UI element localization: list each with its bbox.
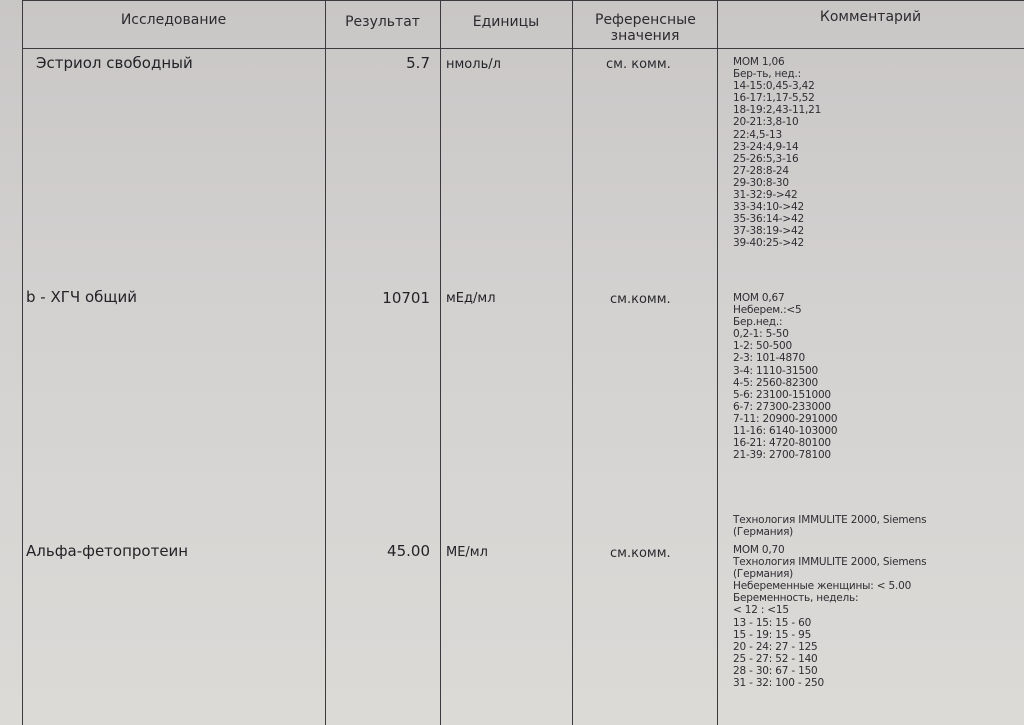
test-comment-note: Технология IMMULITE 2000, Siemens (Германия): [733, 514, 927, 539]
column-divider: [325, 0, 326, 725]
header-test: Исследование: [120, 12, 227, 28]
header-reference: Референсные значения: [595, 12, 696, 44]
column-divider: [572, 0, 573, 725]
test-reference: см.комм.: [610, 292, 671, 307]
column-divider: [440, 0, 441, 725]
test-comment: МОМ 0,67 Неберем.:<5 Бер.нед.: 0,2-1: 5-50 1-2: 50-500 2-3: 101-4870 3-4: 1110-31500 4-5: 2560-82300 5-6: 23100-151000 6-7: 27300-233000 7-11: 20900-291000 11-16: 6140-103000 16-21: 4720-80100 21-39: 2700-78100: [733, 292, 838, 462]
table-border-left: [22, 0, 23, 725]
test-units: мЕд/мл: [446, 291, 496, 306]
test-reference: см. комм.: [606, 57, 671, 72]
test-result: 10701: [382, 289, 430, 307]
header-divider: [22, 48, 1024, 49]
test-comment: МОМ 1,06 Бер-ть, нед.: 14-15:0,45-3,42 16-17:1,17-5,52 18-19:2,43-11,21 20-21:3,8-10 22:4,5-13 23-24:4,9-14 25-26:5,3-16 27-28:8-24 29-30:8-30 31-32:9->42 33-34:10->42 35-36:14->42 37-38:19->42 39-40:25->42: [733, 56, 822, 250]
test-reference: см.комм.: [610, 546, 671, 561]
column-divider: [717, 0, 718, 725]
test-units: МЕ/мл: [446, 545, 488, 560]
header-units: Единицы: [472, 14, 540, 30]
test-name: Альфа-фетопротеин: [26, 542, 189, 560]
test-comment: МОМ 0,70 Технология IMMULITE 2000, Siemens (Германия) Небеременные женщины: < 5.00 Беременность, недель: < 12 : <15 13 - 15: 15 - 60 15 - 19: 15 - 95 20 - 24: 27 - 125 25 - 27: 52 - 140 28 - 30: 67 - 150 31 - 32: 100 - 250: [733, 544, 927, 690]
header-result: Результат: [345, 14, 420, 30]
test-name: b - ХГЧ общий: [26, 288, 137, 306]
test-result: 45.00: [387, 542, 430, 560]
test-units: нмоль/л: [446, 57, 501, 72]
test-result: 5.7: [406, 54, 430, 72]
table-border-top: [22, 0, 1024, 1]
test-name: Эстриол свободный: [36, 54, 193, 72]
header-comment: Комментарий: [819, 9, 922, 25]
